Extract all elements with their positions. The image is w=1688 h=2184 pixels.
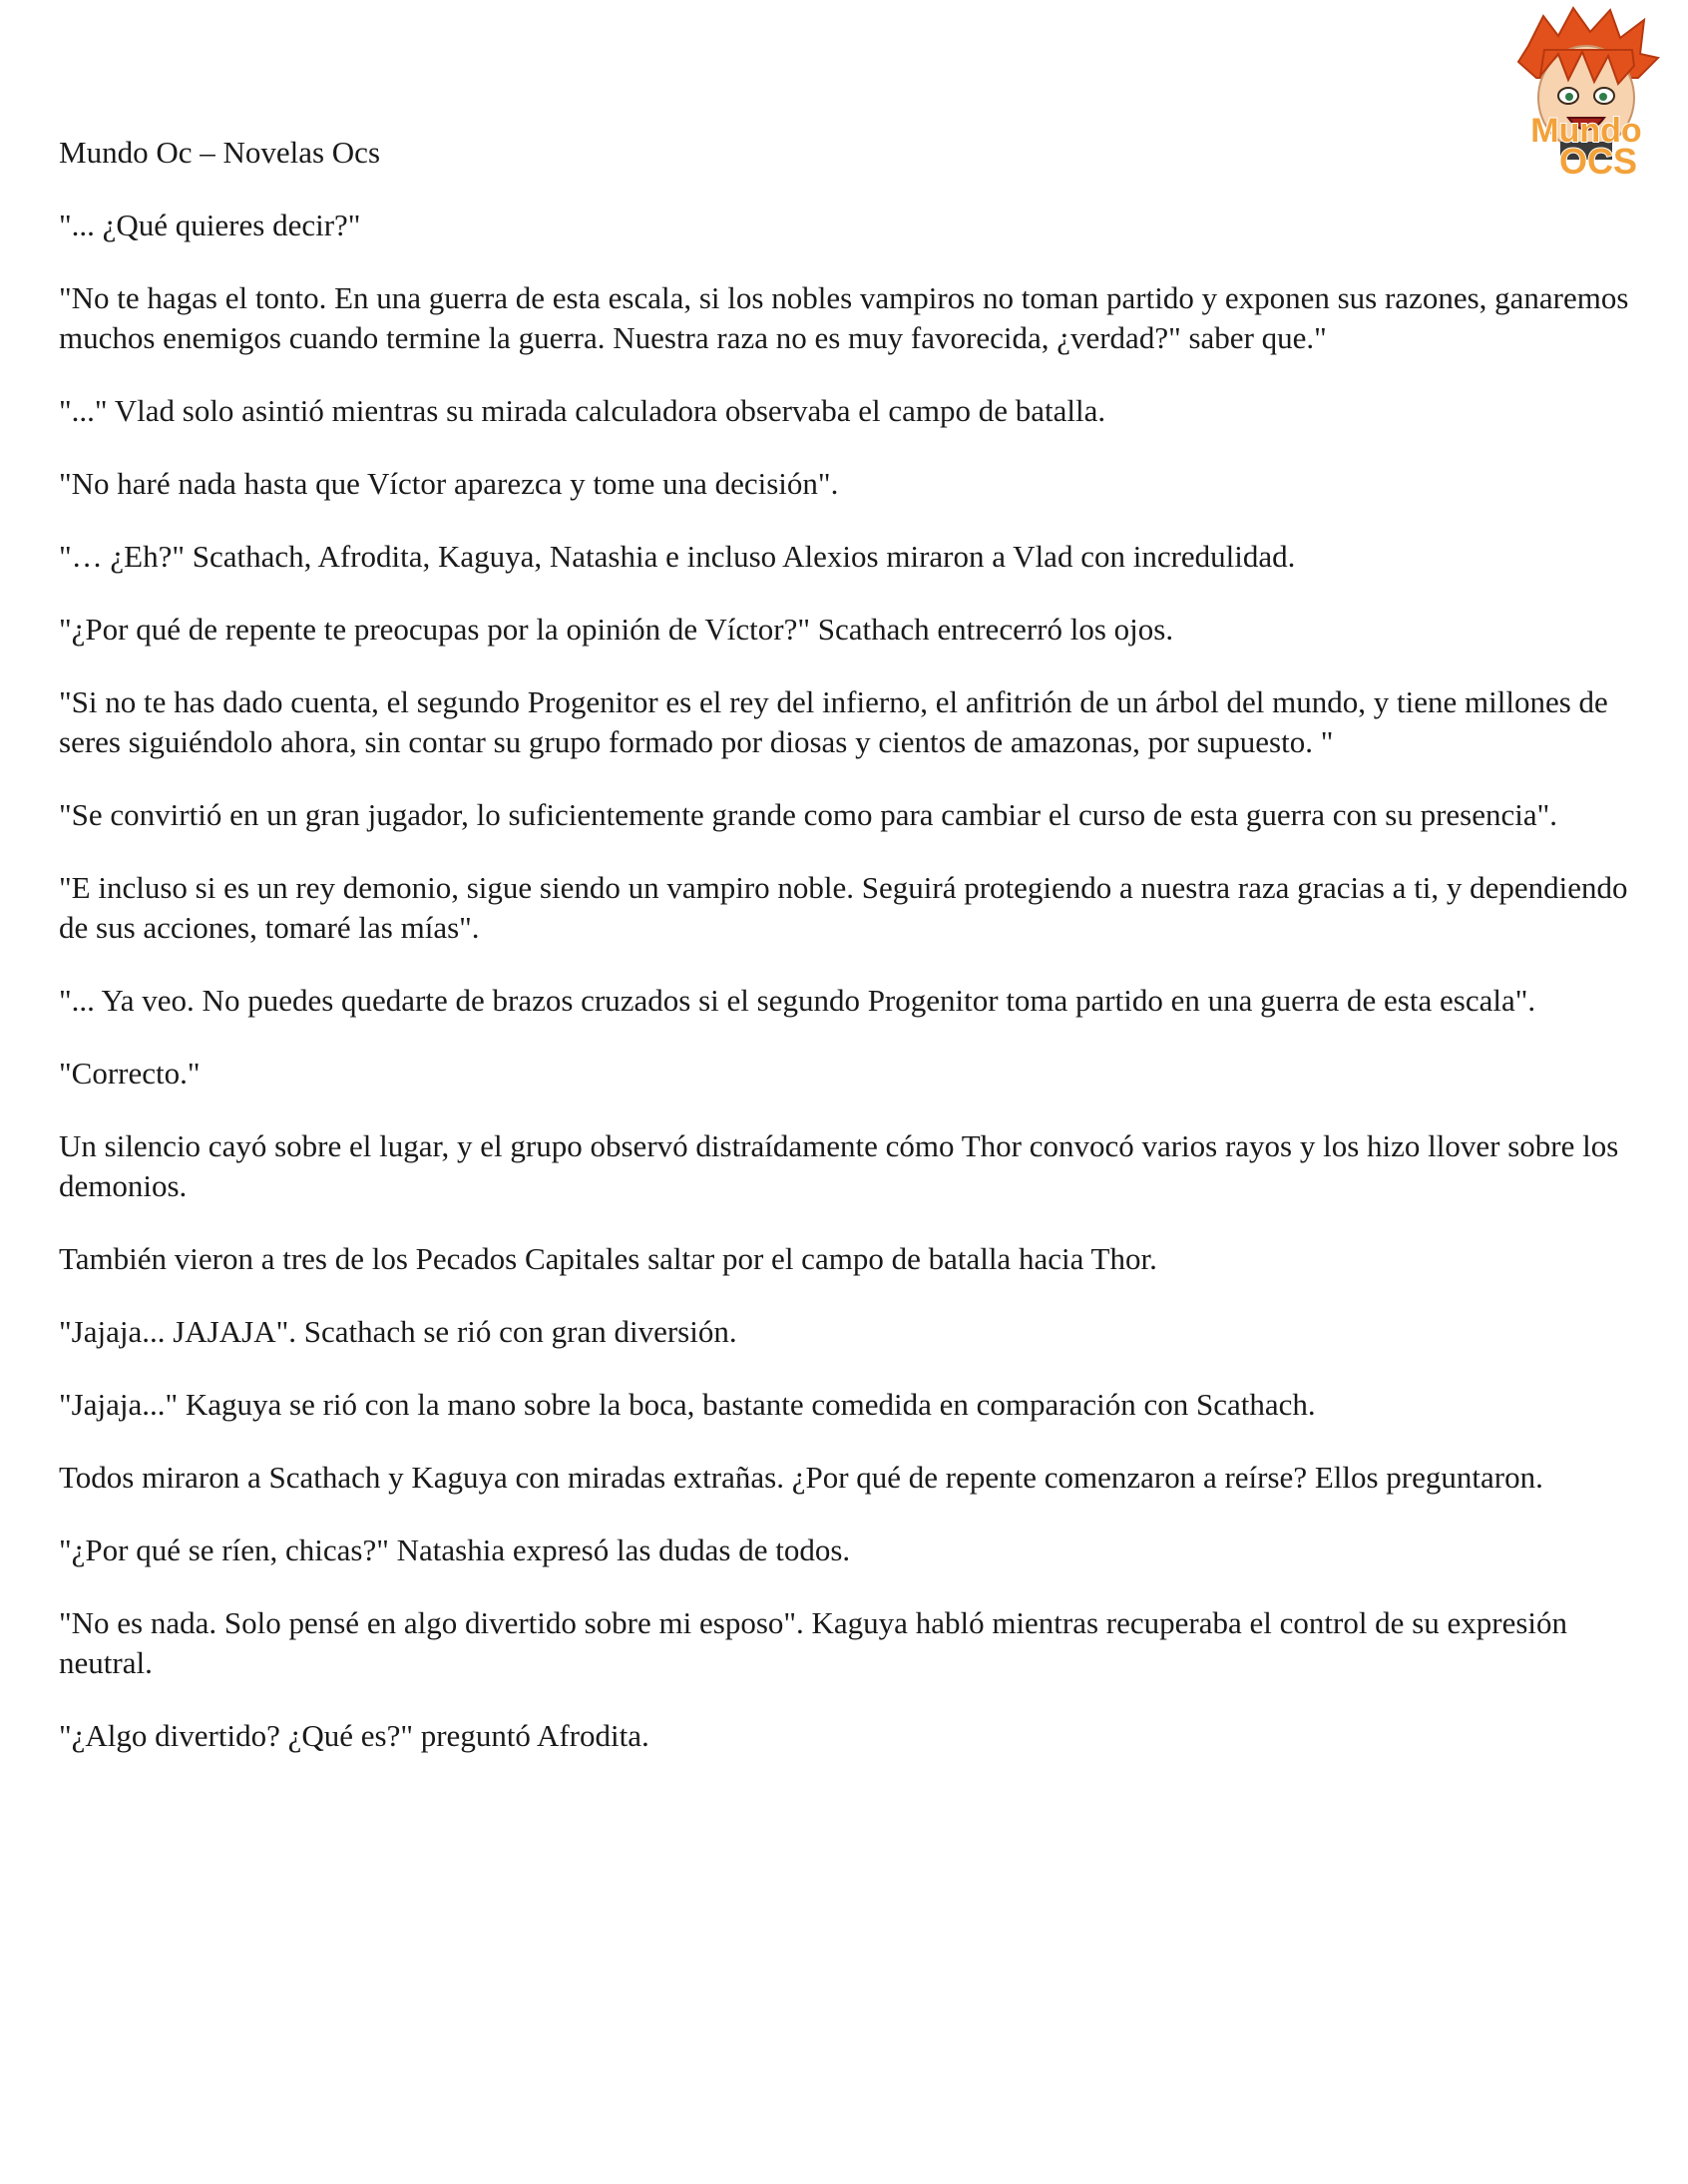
paragraph: "Jajaja... JAJAJA". Scathach se rió con gran diversión.	[59, 1314, 737, 1349]
paragraph: "Se convirtió en un gran jugador, lo suficientemente grande como para cambiar el curso de esta guerra con su presencia".	[59, 797, 1558, 832]
paragraph: "... Ya veo. No puedes quedarte de brazos cruzados si el segundo Progenitor toma partido en una guerra de esta escala".	[59, 983, 1536, 1018]
paragraph: "¿Por qué se ríen, chicas?" Natashia expresó las dudas de todos.	[59, 1532, 851, 1567]
logo-text-line2: OCS	[1558, 141, 1638, 182]
logo-text-line1: Mundo	[1530, 112, 1642, 150]
paragraph: "… ¿Eh?" Scathach, Afrodita, Kaguya, Natashia e incluso Alexios miraron a Vlad con incredulidad.	[59, 539, 1296, 574]
paragraph: "Jajaja..." Kaguya se rió con la mano sobre la boca, bastante comedida en comparación con Scathach.	[59, 1387, 1316, 1422]
paragraph: Un silencio cayó sobre el lugar, y el grupo observó distraídamente cómo Thor convocó varios rayos y los hizo llover sobre los demonios.	[59, 1128, 1619, 1203]
paragraph: "E incluso si es un rey demonio, sigue siendo un vampiro noble. Seguirá protegiendo a nuestra raza gracias a ti, y dependiendo de sus acciones, tomaré las mías".	[59, 870, 1628, 945]
paragraph: "¿Por qué de repente te preocupas por la opinión de Víctor?" Scathach entrecerró los ojos.	[59, 612, 1174, 647]
mundo-ocs-logo	[1498, 6, 1674, 182]
paragraph: "No es nada. Solo pensé en algo divertido sobre mi esposo". Kaguya habló mientras recuperaba el control de su expresión neutral.	[59, 1605, 1568, 1680]
paragraph: "No te hagas el tonto. En una guerra de esta escala, si los nobles vampiros no toman partido y exponen sus razones, ganaremos muchos enemigos cuando termine la guerra. Nuestra raza no es muy favorecida, ¿verdad?" saber que."	[59, 280, 1629, 355]
paragraph: "No haré nada hasta que Víctor aparezca y tome una decisión".	[59, 466, 839, 501]
paragraph: Todos miraron a Scathach y Kaguya con miradas extrañas. ¿Por qué de repente comenzaron a reírse? Ellos preguntaron.	[59, 1460, 1543, 1495]
paragraph: También vieron a tres de los Pecados Capitales saltar por el campo de batalla hacia Thor.	[59, 1241, 1157, 1276]
document-header: Mundo Oc – Novelas Ocs	[59, 135, 381, 170]
paragraph: "¿Algo divertido? ¿Qué es?" preguntó Afrodita.	[59, 1718, 649, 1753]
document-body	[59, 206, 1635, 1789]
paragraph: "Si no te has dado cuenta, el segundo Progenitor es el rey del infierno, el anfitrión de un árbol del mundo, y tiene millones de seres siguiéndolo ahora, sin contar su grupo formado por diosas y cientos de amazonas, por supuesto. "	[59, 684, 1608, 759]
paragraph: "... ¿Qué quieres decir?"	[59, 208, 361, 242]
mascot-face-icon	[1498, 6, 1674, 182]
paragraph: "Correcto."	[59, 1056, 201, 1091]
paragraph: "..." Vlad solo asintió mientras su mirada calculadora observaba el campo de batalla.	[59, 393, 1106, 428]
